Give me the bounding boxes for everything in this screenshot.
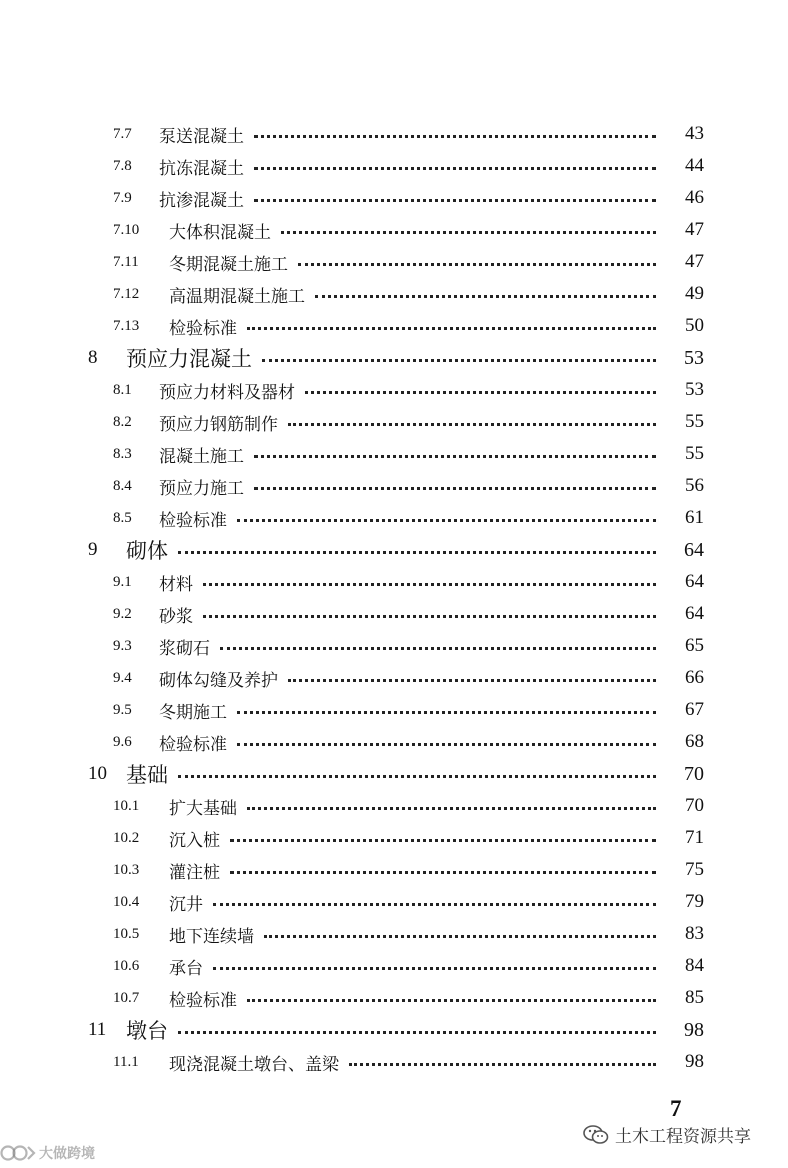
- toc-entry-number: 10.5: [113, 925, 140, 942]
- toc-entry-page: 66: [685, 667, 704, 688]
- toc-section-entry: [0, 182, 788, 214]
- toc-chapter-entry: [0, 1014, 788, 1046]
- toc-entry-number: 11: [88, 1019, 107, 1040]
- toc-entry-number: 9.6: [113, 733, 132, 750]
- toc-chapter-entry: [0, 534, 788, 566]
- toc-section-entry: [0, 854, 788, 886]
- toc-dot-leader: [264, 935, 656, 938]
- toc-dot-leader: [254, 199, 656, 202]
- toc-entry-number: 7.13: [113, 317, 140, 334]
- toc-section-entry: [0, 150, 788, 182]
- toc-section-entry: [0, 214, 788, 246]
- toc-section-entry: [0, 950, 788, 982]
- toc-entry-title: 沉井: [169, 894, 203, 915]
- toc-entry-page: 79: [685, 891, 704, 912]
- toc-dot-leader: [349, 1063, 656, 1066]
- toc-entry-title: 预应力混凝土: [126, 347, 252, 371]
- toc-entry-title: 高温期混凝土施工: [169, 286, 305, 307]
- toc-section-entry: [0, 662, 788, 694]
- toc-entry-number: 10.4: [113, 893, 140, 910]
- toc-entry-title: 检验标准: [169, 990, 237, 1011]
- toc-entry-title: 大体积混凝土: [169, 222, 271, 243]
- toc-dot-leader: [315, 295, 656, 298]
- toc-section-entry: [0, 630, 788, 662]
- toc-section-entry: [0, 118, 788, 150]
- toc-entry-number: 7.12: [113, 285, 140, 302]
- toc-entry-page: 44: [685, 155, 704, 176]
- toc-entry-title: 预应力材料及器材: [159, 382, 295, 403]
- toc-entry-title: 基础: [126, 763, 168, 787]
- toc-entry-title: 预应力钢筋制作: [159, 414, 278, 435]
- toc-section-entry: [0, 598, 788, 630]
- toc-entry-title: 抗渗混凝土: [159, 190, 244, 211]
- toc-section-entry: [0, 694, 788, 726]
- toc-entry-number: 7.9: [113, 189, 132, 206]
- toc-dot-leader: [203, 583, 656, 586]
- toc-entry-page: 75: [685, 859, 704, 880]
- toc-entry-title: 砌体: [126, 539, 168, 563]
- toc-entry-page: 64: [685, 603, 704, 624]
- toc-section-entry: [0, 982, 788, 1014]
- toc-section-entry: [0, 918, 788, 950]
- toc-dot-leader: [262, 359, 656, 362]
- toc-entry-number: 9.2: [113, 605, 132, 622]
- toc-entry-page: 55: [685, 411, 704, 432]
- toc-entry-page: 53: [685, 379, 704, 400]
- toc-entry-page: 65: [685, 635, 704, 656]
- toc-dot-leader: [220, 647, 656, 650]
- toc-entry-page: 98: [684, 1018, 704, 1041]
- wechat-icon: [583, 1125, 609, 1145]
- toc-entry-number: 10.7: [113, 989, 140, 1006]
- toc-entry-page: 68: [685, 731, 704, 752]
- toc-entry-page: 61: [685, 507, 704, 528]
- toc-chapter-entry: [0, 758, 788, 790]
- toc-entry-title: 检验标准: [169, 318, 237, 339]
- toc-dot-leader: [230, 839, 656, 842]
- toc-entry-number: 9.1: [113, 573, 132, 590]
- toc-entry-number: 9: [88, 539, 98, 560]
- toc-entry-page: 43: [685, 123, 704, 144]
- toc-entry-title: 预应力施工: [159, 478, 244, 499]
- toc-entry-page: 46: [685, 187, 704, 208]
- toc-entry-number: 10.1: [113, 797, 140, 814]
- toc-section-entry: [0, 246, 788, 278]
- toc-section-entry: [0, 1046, 788, 1078]
- page-number: 7: [670, 1096, 682, 1121]
- toc-entry-title: 扩大基础: [169, 798, 237, 819]
- toc-entry-number: 7.11: [113, 253, 139, 270]
- toc-entry-number: 8.5: [113, 509, 132, 526]
- toc-dot-leader: [213, 967, 656, 970]
- toc-dot-leader: [178, 1031, 656, 1034]
- toc-entry-page: 83: [685, 923, 704, 944]
- watermark-source-text: 土木工程资源共享: [615, 1127, 751, 1147]
- toc-dot-leader: [298, 263, 656, 266]
- toc-section-entry: [0, 470, 788, 502]
- toc-entry-title: 检验标准: [159, 734, 227, 755]
- toc-entry-title: 冬期施工: [159, 702, 227, 723]
- toc-section-entry: [0, 438, 788, 470]
- toc-dot-leader: [254, 135, 656, 138]
- toc-dot-leader: [237, 743, 656, 746]
- toc-entry-page: 55: [685, 443, 704, 464]
- toc-entry-number: 8.4: [113, 477, 132, 494]
- toc-dot-leader: [178, 775, 656, 778]
- toc-dot-leader: [288, 423, 656, 426]
- toc-dot-leader: [254, 487, 656, 490]
- toc-entry-title: 沉入桩: [169, 830, 220, 851]
- toc-entry-number: 7.7: [113, 125, 132, 142]
- toc-entry-title: 混凝土施工: [159, 446, 244, 467]
- toc-dot-leader: [203, 615, 656, 618]
- toc-entry-page: 70: [685, 795, 704, 816]
- watermark-source: [583, 1122, 751, 1147]
- toc-entry-title: 砂浆: [159, 606, 193, 627]
- toc-section-entry: [0, 502, 788, 534]
- toc-dot-leader: [254, 167, 656, 170]
- toc-entry-number: 10.6: [113, 957, 140, 974]
- toc-entry-page: 49: [685, 283, 704, 304]
- toc-entry-page: 98: [685, 1051, 704, 1072]
- toc-entry-title: 灌注桩: [169, 862, 220, 883]
- toc-dot-leader: [305, 391, 656, 394]
- toc-entry-page: 64: [684, 538, 704, 561]
- toc-entry-page: 67: [685, 699, 704, 720]
- toc-entry-page: 50: [685, 315, 704, 336]
- toc-entry-page: 47: [685, 219, 704, 240]
- watermark-brand-text: 大做跨境: [39, 1146, 95, 1162]
- toc-dot-leader: [281, 231, 656, 234]
- toc-entry-number: 11.1: [113, 1053, 139, 1070]
- toc-entry-title: 承台: [169, 958, 203, 979]
- toc-entry-number: 9.3: [113, 637, 132, 654]
- toc-entry-title: 抗冻混凝土: [159, 158, 244, 179]
- toc-entry-number: 9.4: [113, 669, 132, 686]
- toc-dot-leader: [247, 999, 656, 1002]
- toc-dot-leader: [247, 807, 656, 810]
- toc-entry-title: 地下连续墙: [169, 926, 254, 947]
- toc-entry-number: 10.3: [113, 861, 140, 878]
- toc-section-entry: [0, 790, 788, 822]
- toc-entry-number: 8.2: [113, 413, 132, 430]
- toc-section-entry: [0, 406, 788, 438]
- toc-dot-leader: [254, 455, 656, 458]
- toc-entry-title: 浆砌石: [159, 638, 210, 659]
- toc-entry-page: 70: [684, 762, 704, 785]
- toc-section-entry: [0, 886, 788, 918]
- toc-entry-title: 冬期混凝土施工: [169, 254, 288, 275]
- toc-entry-page: 53: [684, 346, 704, 369]
- toc-dot-leader: [237, 519, 656, 522]
- toc-entry-page: 85: [685, 987, 704, 1008]
- toc-section-entry: [0, 374, 788, 406]
- toc-dot-leader: [237, 711, 656, 714]
- toc-section-entry: [0, 278, 788, 310]
- toc-section-entry: [0, 726, 788, 758]
- toc-chapter-entry: [0, 342, 788, 374]
- toc-entry-page: 84: [685, 955, 704, 976]
- toc-entry-number: 7.10: [113, 221, 140, 238]
- watermark-brand: [0, 1143, 95, 1163]
- watermark-logo-icon: [0, 1143, 36, 1163]
- toc-entry-page: 56: [685, 475, 704, 496]
- toc-entry-title: 检验标准: [159, 510, 227, 531]
- toc-dot-leader: [230, 871, 656, 874]
- toc-entry-number: 9.5: [113, 701, 132, 718]
- toc-dot-leader: [213, 903, 656, 906]
- toc-entry-page: 64: [685, 571, 704, 592]
- toc-entry-number: 7.8: [113, 157, 132, 174]
- toc-entry-title: 砌体勾缝及养护: [159, 670, 278, 691]
- toc-entry-number: 8.1: [113, 381, 132, 398]
- toc-entry-number: 8: [88, 347, 98, 368]
- toc-entry-title: 现浇混凝土墩台、盖梁: [169, 1054, 339, 1075]
- toc-dot-leader: [247, 327, 656, 330]
- toc-entry-number: 10: [88, 763, 107, 784]
- toc-entry-number: 8.3: [113, 445, 132, 462]
- toc-section-entry: [0, 822, 788, 854]
- toc-entry-title: 墩台: [126, 1019, 168, 1043]
- toc-entry-number: 10.2: [113, 829, 140, 846]
- toc-dot-leader: [178, 551, 656, 554]
- toc-dot-leader: [288, 679, 656, 682]
- toc-entry-page: 71: [685, 827, 704, 848]
- toc-entry-title: 材料: [159, 574, 193, 595]
- toc-entry-title: 泵送混凝土: [159, 126, 244, 147]
- toc-section-entry: [0, 310, 788, 342]
- toc-section-entry: [0, 566, 788, 598]
- toc-entry-page: 47: [685, 251, 704, 272]
